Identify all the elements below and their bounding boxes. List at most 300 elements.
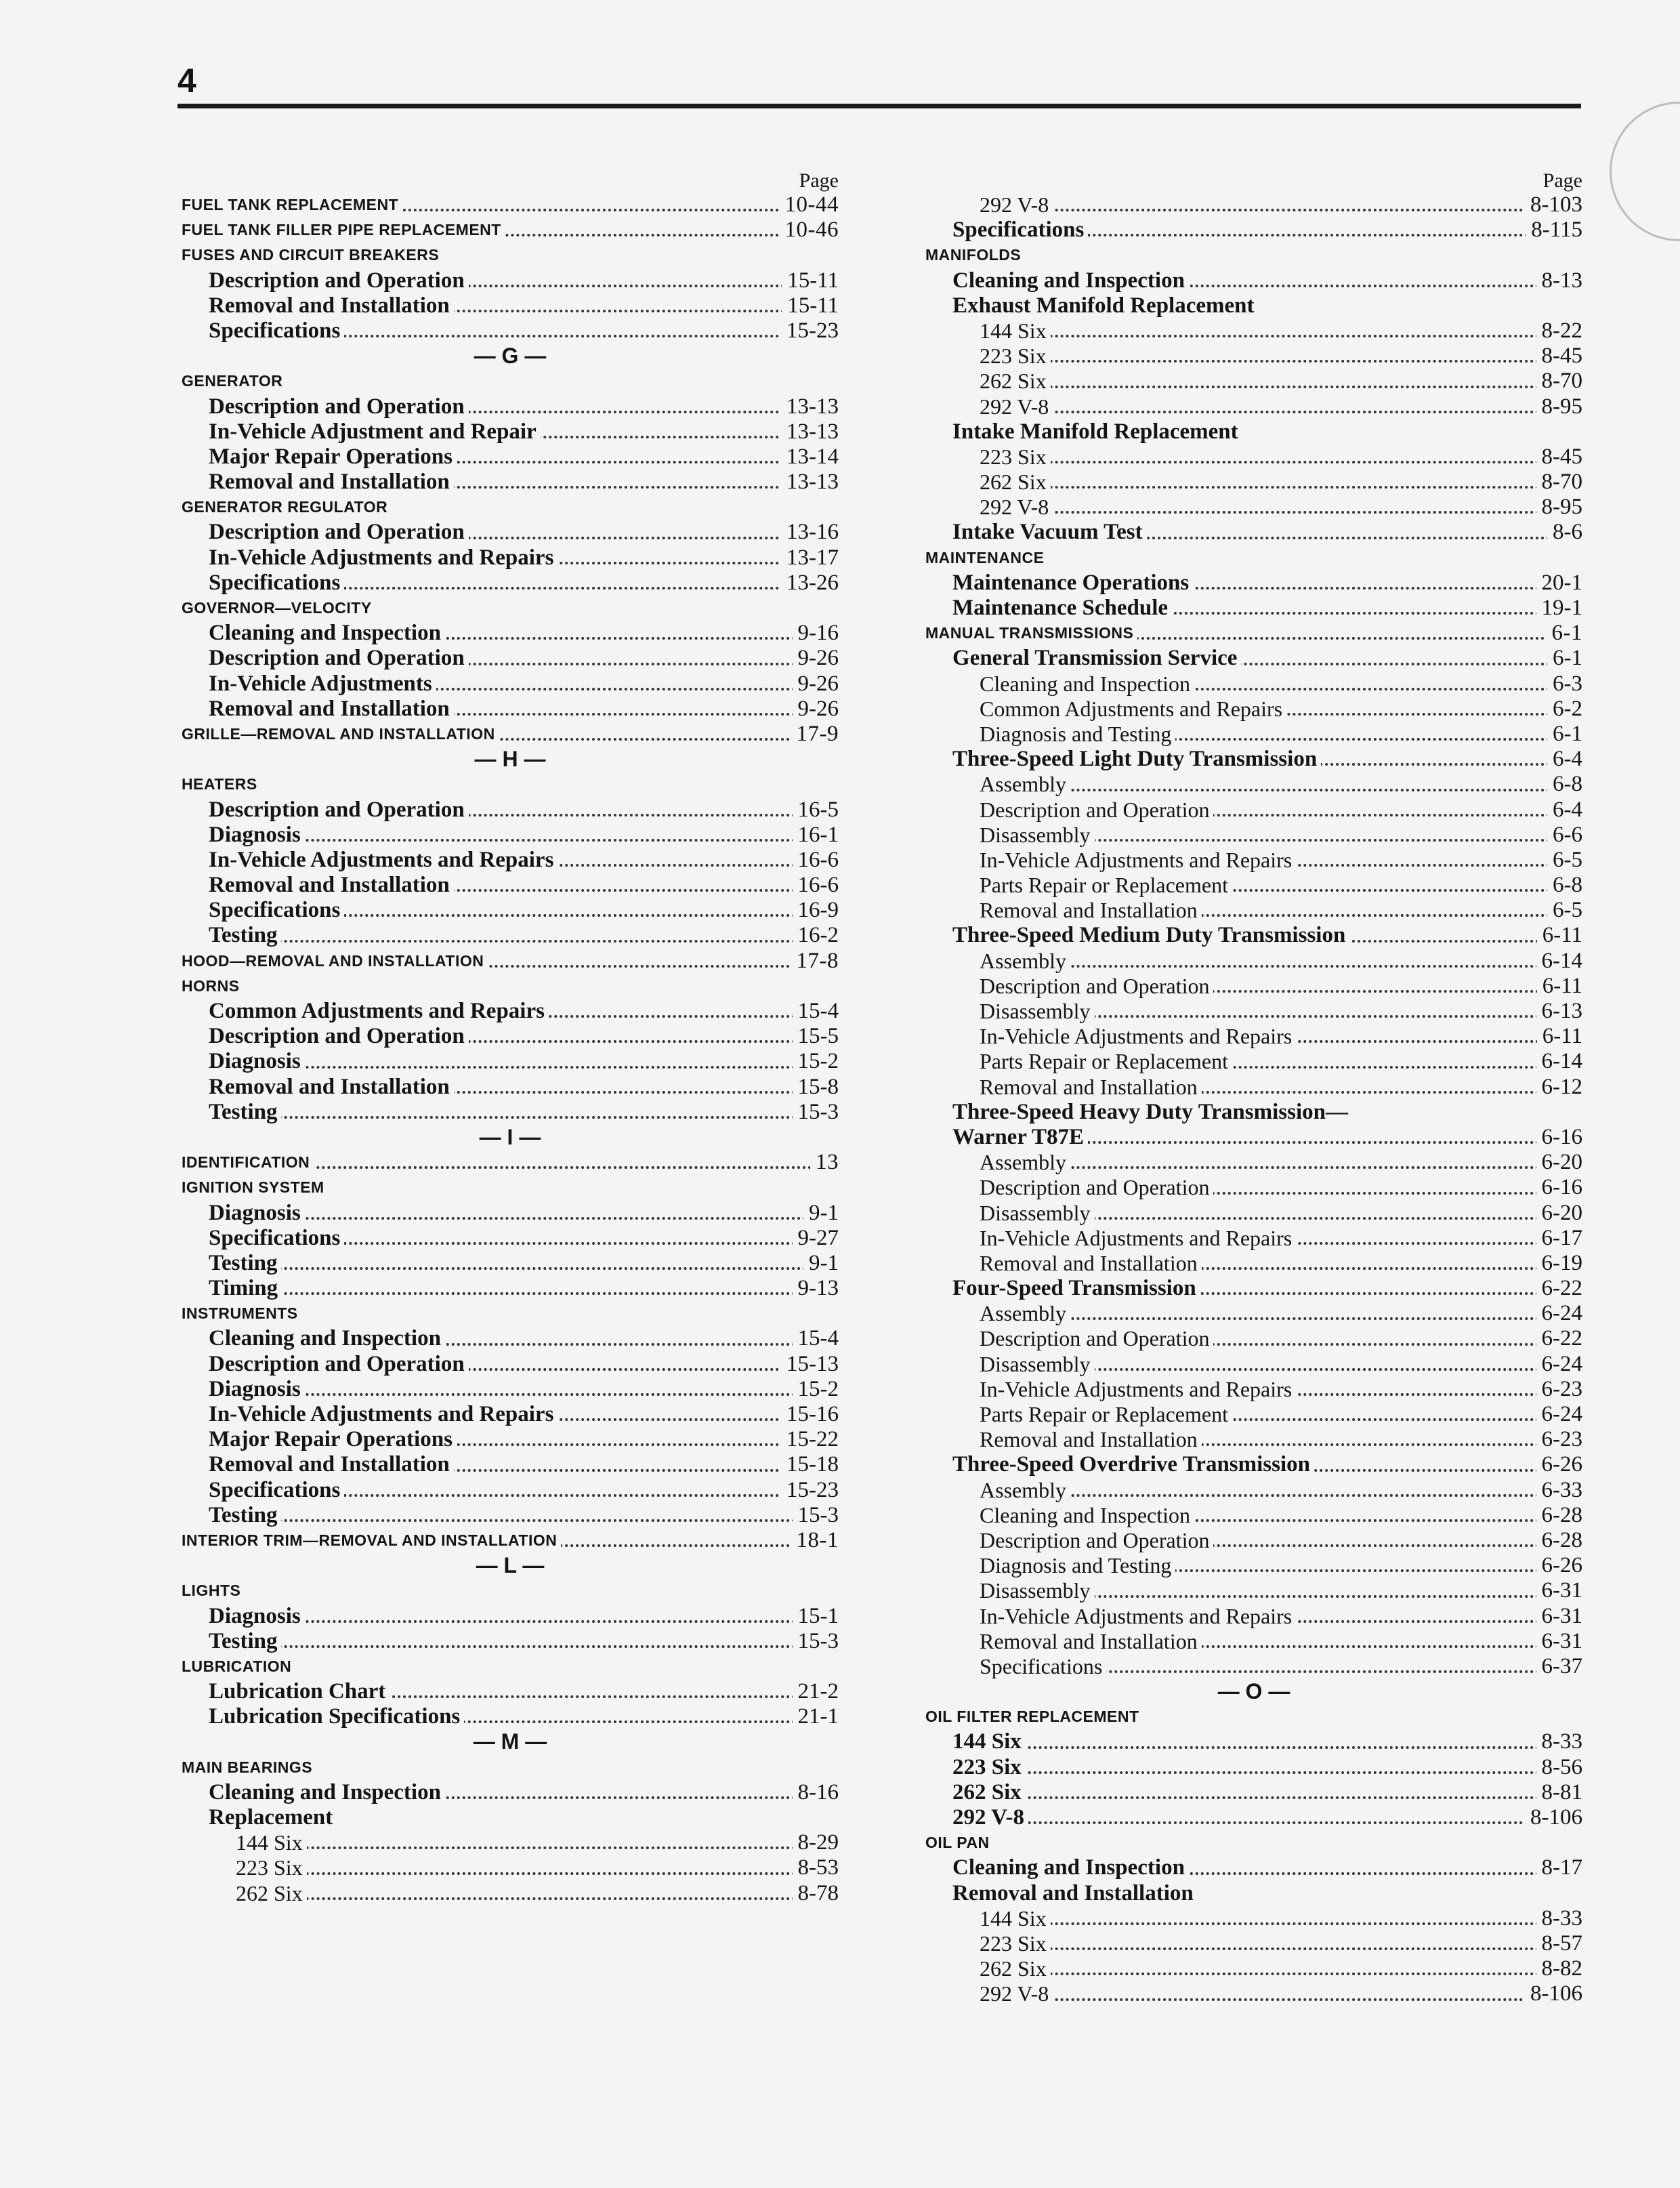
index-entry xyxy=(182,1679,839,1704)
index-entry-page: 15-22 xyxy=(781,1427,839,1452)
index-entry-title: Removal and Installation xyxy=(209,697,454,721)
index-entry xyxy=(182,470,839,495)
index-entry-page: 8-6 xyxy=(1547,520,1582,545)
header-rule xyxy=(177,104,1581,108)
index-entry xyxy=(925,571,1582,596)
index-entry-page: 6-23 xyxy=(1536,1427,1583,1452)
index-entry-title: 262 Six xyxy=(952,1780,1026,1804)
index-heading xyxy=(182,495,839,520)
index-entry xyxy=(182,1830,839,1855)
dot-leader xyxy=(980,1998,1582,2001)
index-entry xyxy=(182,1881,839,1906)
index-entry-title: Diagnosis xyxy=(209,1049,305,1073)
index-heading xyxy=(182,596,839,621)
index-entry xyxy=(925,1125,1582,1150)
index-entry xyxy=(925,1377,1582,1402)
index-entry-title: Specifications xyxy=(209,898,344,922)
index-entry xyxy=(925,218,1582,243)
index-entry xyxy=(182,1805,839,1830)
index-entry-page: 17-8 xyxy=(791,949,839,974)
index-entry xyxy=(925,520,1582,545)
index-entry-title: MAINTENANCE xyxy=(925,549,1048,566)
index-entry xyxy=(925,1931,1582,1956)
index-entry-title: In-Vehicle Adjustments and Repairs xyxy=(980,1604,1296,1628)
index-entry-title: 144 Six xyxy=(980,1906,1051,1931)
index-entry-title: Maintenance Schedule xyxy=(952,596,1172,620)
index-entry-title: Cleaning and Inspection xyxy=(952,1855,1189,1880)
index-entry-title: Three-Speed Light Duty Transmission xyxy=(952,747,1321,771)
index-entry xyxy=(925,974,1582,999)
index-entry-title: Parts Repair or Replacement xyxy=(980,1049,1232,1073)
index-entry-page: 8-13 xyxy=(1536,268,1583,293)
index-entry-title: 223 Six xyxy=(980,1931,1051,1956)
index-entry-page: 10-44 xyxy=(780,192,839,218)
index-heading xyxy=(182,192,839,218)
index-heading xyxy=(182,949,839,974)
index-entry xyxy=(182,1049,839,1074)
index-entry-title: Diagnosis xyxy=(209,1201,305,1225)
index-entry xyxy=(925,949,1582,974)
index-entry xyxy=(925,445,1582,470)
section-letter xyxy=(925,1679,1582,1704)
index-heading xyxy=(182,722,839,747)
index-entry-page: 6-24 xyxy=(1536,1301,1583,1326)
index-entry xyxy=(925,419,1582,445)
index-entry-page: 15-3 xyxy=(793,1100,839,1125)
page-corner-mark xyxy=(1610,102,1680,241)
index-entry-page: 6-16 xyxy=(1536,1125,1583,1150)
index-heading xyxy=(182,1528,839,1553)
index-entry-page: 6-26 xyxy=(1536,1452,1583,1477)
index-entry xyxy=(925,1226,1582,1251)
index-entry-title: Assembly xyxy=(980,949,1070,973)
index-entry-page: 6-1 xyxy=(1547,722,1582,747)
index-entry xyxy=(182,798,839,823)
index-entry-title: Major Repair Operations xyxy=(209,445,457,469)
dot-leader xyxy=(980,1947,1582,1950)
index-entry xyxy=(925,1981,1582,2006)
dot-leader xyxy=(236,1846,839,1849)
index-heading xyxy=(182,1578,839,1603)
index-entry-page: 6-24 xyxy=(1536,1402,1583,1427)
index-entry-page: 6-5 xyxy=(1547,848,1582,873)
section-letter-label: — O — xyxy=(1217,1679,1290,1704)
index-entry-page: 8-103 xyxy=(1525,192,1582,218)
index-entry-page: 13 xyxy=(810,1150,839,1175)
index-entry-page: 6-22 xyxy=(1536,1326,1583,1351)
index-entry-page: 15-2 xyxy=(793,1049,839,1074)
index-entry-title: Lubrication Specifications xyxy=(209,1704,464,1729)
index-entry xyxy=(925,1578,1582,1603)
index-entry xyxy=(182,898,839,923)
index-entry-page: 9-27 xyxy=(793,1226,839,1251)
index-entry xyxy=(182,1075,839,1100)
section-letter xyxy=(182,1729,839,1754)
index-entry xyxy=(925,293,1582,318)
index-entry-title: Specifications xyxy=(952,218,1088,242)
index-entry xyxy=(925,1352,1582,1377)
index-entry-title: 262 Six xyxy=(980,369,1051,393)
index-entry-title: 223 Six xyxy=(952,1755,1026,1779)
section-letter xyxy=(182,1553,839,1578)
index-entry-title: HOOD—REMOVAL AND INSTALLATION xyxy=(182,952,488,970)
index-entry-title: Assembly xyxy=(980,772,1070,796)
dot-leader xyxy=(980,386,1582,388)
index-entry-title: Removal and Installation xyxy=(209,873,454,897)
index-entry-title: Diagnosis and Testing xyxy=(980,1553,1175,1577)
index-entry-page: 6-26 xyxy=(1536,1553,1583,1578)
index-entry xyxy=(925,646,1582,671)
index-entry xyxy=(925,1755,1582,1780)
index-entry xyxy=(925,747,1582,772)
index-entry-title: GENERATOR REGULATOR xyxy=(182,498,392,516)
index-entry xyxy=(925,1075,1582,1100)
index-entry-page: 9-1 xyxy=(803,1201,839,1226)
index-entry xyxy=(925,470,1582,495)
index-entry-page: 8-56 xyxy=(1536,1755,1583,1780)
index-entry-page: 15-11 xyxy=(782,268,839,293)
index-entry-title: 292 V-8 xyxy=(980,192,1053,217)
dot-leader xyxy=(952,1771,1582,1774)
index-entry-title: Intake Manifold Replacement xyxy=(952,419,1242,444)
index-entry xyxy=(925,1049,1582,1074)
index-entry-title: Removal and Installation xyxy=(209,1075,454,1099)
index-entry-page: 6-3 xyxy=(1547,672,1582,697)
index-entry-page: 13-13 xyxy=(781,470,839,495)
dot-leader xyxy=(952,1746,1582,1749)
index-entry-title: Description and Operation xyxy=(209,268,469,293)
index-entry-page: 13-13 xyxy=(781,394,839,419)
index-entry-title: Description and Operation xyxy=(980,1326,1213,1350)
section-letter xyxy=(182,344,839,369)
index-heading xyxy=(925,1830,1582,1855)
index-entry-title: 223 Six xyxy=(236,1855,307,1880)
index-entry-page: 6-20 xyxy=(1536,1150,1583,1175)
index-entry xyxy=(182,873,839,898)
index-entry-page: 8-17 xyxy=(1536,1855,1583,1880)
index-entry xyxy=(182,1704,839,1729)
index-entry-page: 8-29 xyxy=(793,1830,839,1855)
index-entry-page: 13-16 xyxy=(781,520,839,545)
index-entry-page: 8-106 xyxy=(1525,1981,1582,2006)
index-entry xyxy=(182,318,839,344)
section-letter-label: — H — xyxy=(474,747,546,772)
index-entry-title: OIL FILTER REPLACEMENT xyxy=(925,1708,1143,1725)
index-entry xyxy=(182,1855,839,1880)
index-entry-title: Description and Operation xyxy=(209,798,469,822)
index-entry-page: 15-16 xyxy=(781,1402,839,1427)
index-entry-page: 8-53 xyxy=(793,1855,839,1880)
index-entry xyxy=(182,545,839,571)
index-heading xyxy=(182,772,839,797)
index-entry-title: Testing xyxy=(209,1251,281,1275)
index-entry-page: 6-14 xyxy=(1536,949,1583,974)
section-letter-label: — M — xyxy=(473,1729,547,1754)
index-entry-page: 6-31 xyxy=(1536,1629,1583,1654)
index-entry-page: 9-26 xyxy=(793,697,839,722)
index-entry-title: Description and Operation xyxy=(980,1175,1213,1199)
index-entry-title: Cleaning and Inspection xyxy=(952,268,1189,293)
index-entry-page: 6-28 xyxy=(1536,1503,1583,1528)
index-entry-page: 15-4 xyxy=(793,1326,839,1351)
index-entry xyxy=(925,596,1582,621)
index-entry-page: 15-1 xyxy=(793,1604,839,1629)
index-entry-title: GENERATOR xyxy=(182,372,287,390)
index-entry-page: 15-18 xyxy=(781,1452,839,1477)
index-entry-title: 144 Six xyxy=(952,1729,1026,1754)
index-entry-page: 6-23 xyxy=(1536,1377,1583,1402)
index-entry xyxy=(182,1478,839,1503)
index-entry-title: Description and Operation xyxy=(980,798,1213,822)
index-heading xyxy=(925,1704,1582,1729)
index-entry xyxy=(182,1352,839,1377)
index-entry-title: Removal and Installation xyxy=(209,1452,454,1477)
index-entry-title: Specifications xyxy=(980,1654,1106,1678)
index-entry xyxy=(925,697,1582,722)
dot-leader xyxy=(980,360,1582,363)
index-entry xyxy=(182,1427,839,1452)
index-entry-title: Cleaning and Inspection xyxy=(980,1503,1194,1527)
index-entry-title: Description and Operation xyxy=(980,1528,1213,1552)
index-entry-page: 6-33 xyxy=(1536,1478,1583,1503)
index-entry-title: Parts Repair or Replacement xyxy=(980,1402,1232,1426)
dot-leader xyxy=(980,486,1582,489)
index-entry-page: 6-4 xyxy=(1547,747,1582,772)
index-entry-title: IGNITION SYSTEM xyxy=(182,1178,329,1196)
index-entry xyxy=(182,697,839,722)
index-entry xyxy=(182,419,839,445)
index-entry-page: 6-24 xyxy=(1536,1352,1583,1377)
index-entry xyxy=(925,1805,1582,1830)
index-entry-title: 262 Six xyxy=(236,1881,307,1905)
index-entry-title: Cleaning and Inspection xyxy=(209,1780,445,1804)
index-entry xyxy=(182,1503,839,1528)
index-entry xyxy=(925,1729,1582,1754)
index-entry-page: 6-22 xyxy=(1536,1276,1583,1301)
index-entry xyxy=(925,1452,1582,1477)
index-entry-title: INSTRUMENTS xyxy=(182,1304,302,1322)
index-entry-title: Assembly xyxy=(980,1150,1070,1174)
index-entry-title: Diagnosis and Testing xyxy=(980,722,1175,746)
index-entry xyxy=(925,898,1582,923)
index-entry-title: MANIFOLDS xyxy=(925,246,1025,264)
index-entry-page: 8-57 xyxy=(1536,1931,1583,1956)
index-entry-title: In-Vehicle Adjustments and Repairs xyxy=(209,545,558,570)
index-entry-title: Testing xyxy=(209,923,281,947)
index-entry-title: Testing xyxy=(209,1629,281,1653)
index-entry-page: 8-16 xyxy=(793,1780,839,1805)
index-entry-page: 8-95 xyxy=(1536,394,1583,419)
index-entry-title: HORNS xyxy=(182,977,244,995)
index-entry-title: In-Vehicle Adjustments and Repairs xyxy=(209,848,558,872)
index-entry-title: Description and Operation xyxy=(980,974,1213,998)
index-entry-title: Three-Speed Medium Duty Transmission xyxy=(952,923,1349,947)
index-entry-title: In-Vehicle Adjustments xyxy=(209,672,436,696)
index-entry xyxy=(925,1956,1582,1981)
index-entry-page: 6-14 xyxy=(1536,1049,1583,1074)
index-entry-page: 13-14 xyxy=(781,445,839,470)
index-entry xyxy=(925,848,1582,873)
index-entry-page: 6-31 xyxy=(1536,1578,1583,1603)
dot-leader xyxy=(980,335,1582,337)
index-entry-title: 292 V-8 xyxy=(980,1981,1053,2006)
index-entry-title: IDENTIFICATION xyxy=(182,1153,314,1171)
index-entry xyxy=(925,1024,1582,1049)
index-entry xyxy=(925,1427,1582,1452)
index-heading xyxy=(182,1755,839,1780)
index-entry-page: 15-23 xyxy=(781,318,839,344)
index-entry-page: 6-12 xyxy=(1536,1075,1583,1100)
index-entry xyxy=(925,999,1582,1024)
index-entry-title: LIGHTS xyxy=(182,1582,245,1599)
index-entry xyxy=(182,672,839,697)
index-entry xyxy=(182,1629,839,1654)
index-entry-title: Four-Speed Transmission xyxy=(952,1276,1200,1300)
index-entry-page: 6-16 xyxy=(1536,1175,1583,1200)
index-entry-page: 16-6 xyxy=(793,873,839,898)
index-entry xyxy=(182,1452,839,1477)
index-entry xyxy=(182,848,839,873)
index-entry-title: Disassembly xyxy=(980,999,1095,1023)
index-entry-title: Description and Operation xyxy=(209,394,469,419)
index-entry-title: MAIN BEARINGS xyxy=(182,1758,316,1776)
index-entry xyxy=(182,293,839,318)
index-entry xyxy=(925,1175,1582,1200)
index-entry-title: In-Vehicle Adjustment and Repair xyxy=(209,419,541,444)
index-entry-title: Specifications xyxy=(209,571,344,595)
index-entry-page: 8-82 xyxy=(1536,1956,1583,1981)
index-entry xyxy=(182,1780,839,1805)
index-entry-title: In-Vehicle Adjustments and Repairs xyxy=(980,1377,1296,1401)
index-entry-page: 15-3 xyxy=(793,1629,839,1654)
index-entry-title: Assembly xyxy=(980,1478,1070,1502)
index-entry xyxy=(182,1326,839,1351)
index-entry-title: Specifications xyxy=(209,318,344,343)
index-heading xyxy=(182,1301,839,1326)
dot-leader xyxy=(952,1821,1582,1824)
index-entry-title: 262 Six xyxy=(980,1956,1051,1981)
section-letter xyxy=(182,1125,839,1150)
index-entry-page: 6-28 xyxy=(1536,1528,1583,1553)
index-entry xyxy=(925,1276,1582,1301)
index-heading xyxy=(925,621,1582,646)
index-entry-page: 6-8 xyxy=(1547,873,1582,898)
index-entry-title: Timing xyxy=(209,1276,282,1300)
index-heading xyxy=(925,243,1582,268)
index-entry xyxy=(182,1226,839,1251)
index-entry-title: Description and Operation xyxy=(209,646,469,670)
index-entry-page: 6-2 xyxy=(1547,697,1582,722)
index-entry xyxy=(925,1881,1582,1906)
index-entry xyxy=(182,1402,839,1427)
index-entry xyxy=(182,1377,839,1402)
index-entry-title: Intake Vacuum Test xyxy=(952,520,1147,544)
index-entry xyxy=(182,394,839,419)
index-entry-page: 6-5 xyxy=(1547,898,1582,923)
index-entry xyxy=(925,1629,1582,1654)
index-entry-title: Removal and Installation xyxy=(980,898,1202,922)
index-entry-title: In-Vehicle Adjustments and Repairs xyxy=(980,848,1296,872)
index-heading xyxy=(182,243,839,268)
index-entry-title: INTERIOR TRIM—REMOVAL AND INSTALLATION xyxy=(182,1531,561,1549)
index-entry-title: GOVERNOR—VELOCITY xyxy=(182,599,376,617)
index-entry-page: 6-11 xyxy=(1537,974,1582,999)
index-entry-title: Removal and Installation xyxy=(209,293,454,318)
index-entry-title: Removal and Installation xyxy=(952,1881,1198,1905)
index-entry-title: Lubrication Chart xyxy=(209,1679,390,1704)
index-entry-title: General Transmission Service xyxy=(952,646,1241,670)
index-entry xyxy=(182,445,839,470)
index-entry-title: 144 Six xyxy=(980,318,1051,343)
index-entry xyxy=(925,268,1582,293)
index-entry xyxy=(925,192,1582,218)
index-entry-title: LUBRICATION xyxy=(182,1657,295,1675)
index-entry-title: 223 Six xyxy=(980,445,1051,469)
index-entry-page: 10-46 xyxy=(780,218,839,243)
dot-leader xyxy=(980,511,1582,514)
index-entry-title: Common Adjustments and Repairs xyxy=(980,697,1286,721)
index-column-left xyxy=(182,169,839,1906)
index-entry xyxy=(925,394,1582,419)
index-entry-page: 16-6 xyxy=(793,848,839,873)
index-entry xyxy=(182,268,839,293)
index-entry xyxy=(182,621,839,646)
index-heading xyxy=(182,974,839,999)
index-heading xyxy=(182,1150,839,1175)
dot-leader xyxy=(980,1973,1582,1975)
index-entry-page: 8-106 xyxy=(1525,1805,1582,1830)
index-entry-page: 16-9 xyxy=(793,898,839,923)
index-entry-page: 16-5 xyxy=(793,798,839,823)
index-entry-title: Exhaust Manifold Replacement xyxy=(952,293,1259,318)
index-entry-page: 8-78 xyxy=(793,1881,839,1906)
dot-leader xyxy=(209,1116,839,1119)
index-entry xyxy=(925,823,1582,848)
index-entry-page: 13-17 xyxy=(781,545,839,571)
index-entry-page: 6-1 xyxy=(1547,646,1582,671)
index-entry-page: 6-11 xyxy=(1537,923,1582,948)
index-entry xyxy=(925,873,1582,898)
index-entry-title: In-Vehicle Adjustments and Repairs xyxy=(980,1024,1296,1048)
index-entry-title: 292 V-8 xyxy=(952,1805,1028,1830)
index-entry xyxy=(925,495,1582,520)
index-entry-title: Diagnosis xyxy=(209,823,305,847)
index-entry-title: 292 V-8 xyxy=(980,394,1053,419)
index-entry-page: 8-33 xyxy=(1536,1906,1583,1931)
index-entry-page: 9-1 xyxy=(803,1251,839,1276)
index-entry-title: Diagnosis xyxy=(209,1604,305,1628)
index-entry-page: 17-9 xyxy=(791,722,839,747)
index-entry-title: In-Vehicle Adjustments and Repairs xyxy=(209,1402,558,1426)
page-column-header: Page xyxy=(799,169,839,192)
index-entry-title: Removal and Installation xyxy=(209,470,454,494)
index-entry xyxy=(182,823,839,848)
index-entry-title: FUSES AND CIRCUIT BREAKERS xyxy=(182,246,443,264)
index-entry-page: 15-8 xyxy=(793,1075,839,1100)
index-entry-page: 20-1 xyxy=(1536,571,1583,596)
index-heading xyxy=(182,369,839,394)
dot-leader xyxy=(209,1267,839,1270)
index-entry-page: 8-70 xyxy=(1536,470,1583,495)
index-entry xyxy=(182,571,839,596)
index-entry-page: 8-45 xyxy=(1536,344,1583,369)
index-heading xyxy=(182,1175,839,1200)
index-entry-title: Testing xyxy=(209,1100,281,1124)
index-entry-title: Removal and Installation xyxy=(980,1251,1202,1275)
index-entry-title: Specifications xyxy=(209,1226,344,1250)
index-entry xyxy=(925,1503,1582,1528)
dot-leader xyxy=(236,1897,839,1900)
